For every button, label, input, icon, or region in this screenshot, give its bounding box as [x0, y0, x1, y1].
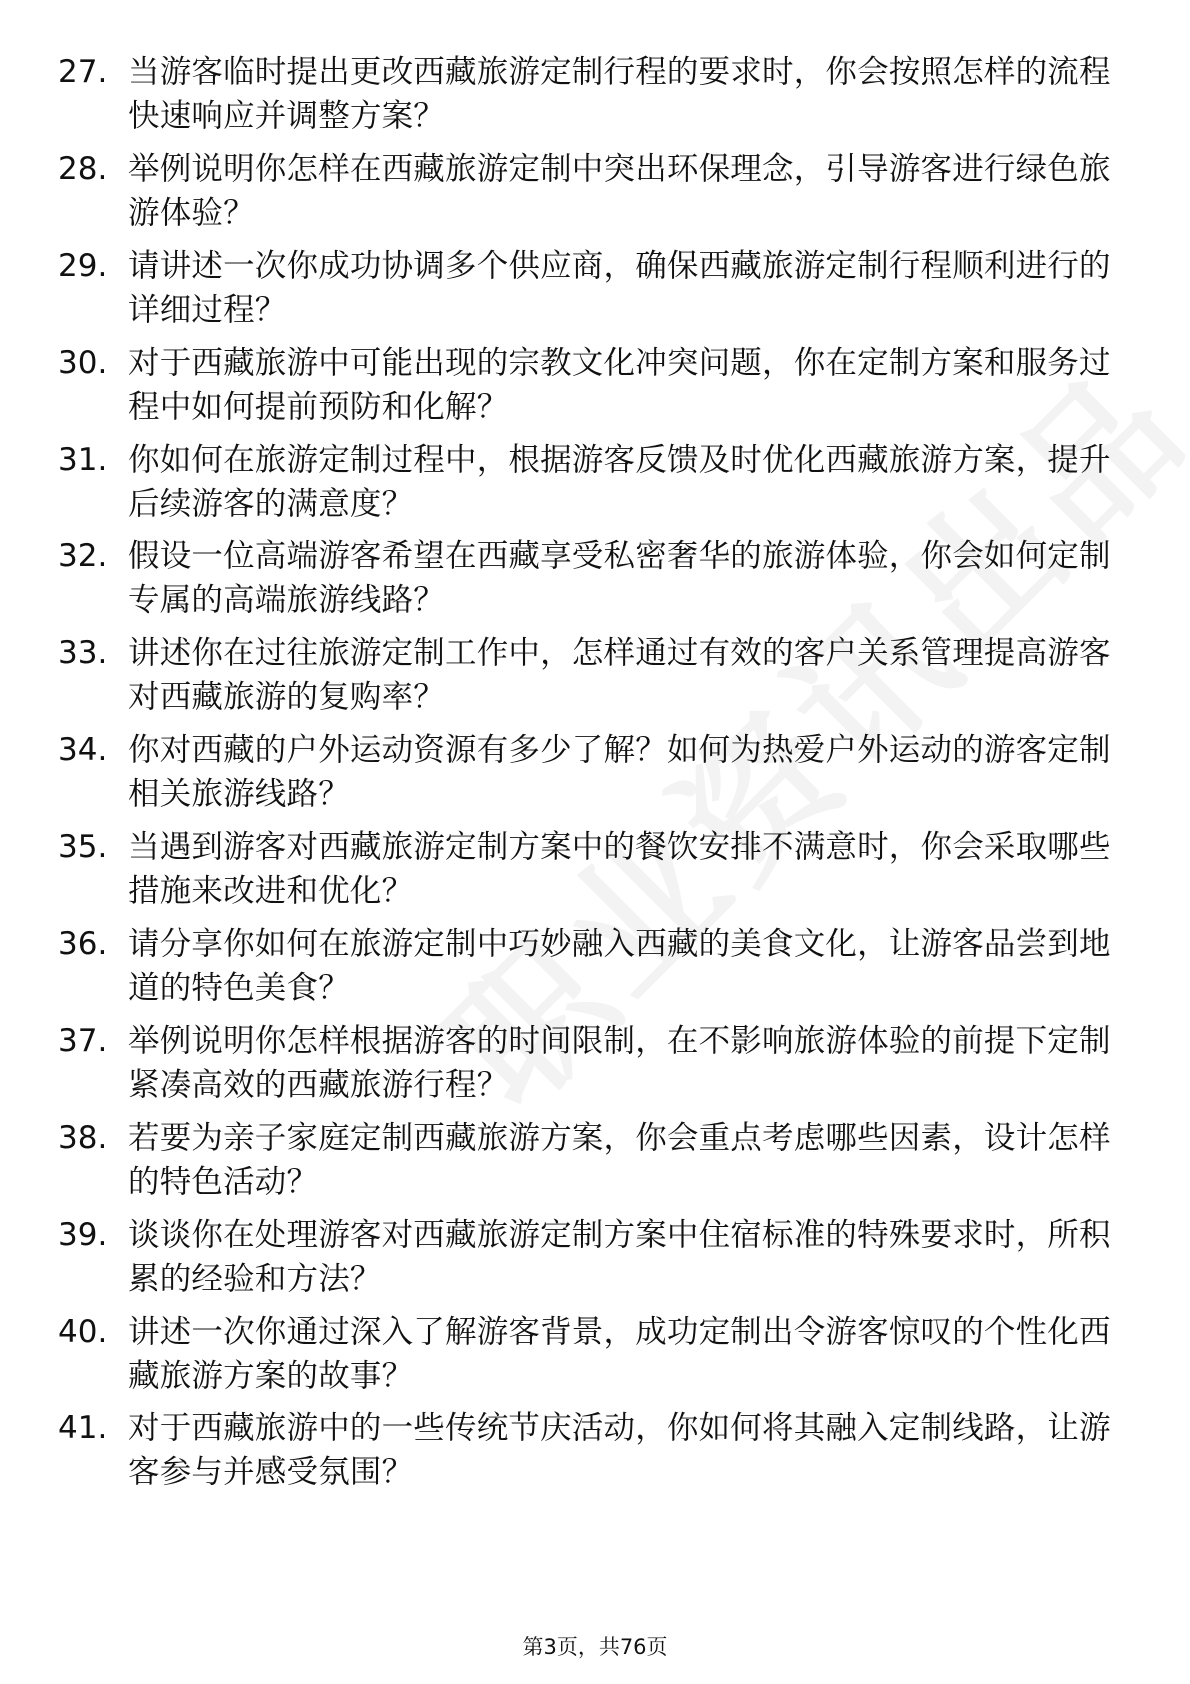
question-number: 35.: [58, 829, 108, 866]
page-number-label: 第3页，共76页: [522, 1635, 668, 1659]
question-text: 假设一位高端游客希望在西藏享受私密奢华的旅游体验，你会如何定制专属的高端旅游线路？: [128, 538, 1111, 619]
question-text: 请分享你如何在旅游定制中巧妙融入西藏的美食文化，让游客品尝到地道的特色美食？: [128, 926, 1111, 1007]
question-text: 当游客临时提出更改西藏旅游定制行程的要求时，你会按照怎样的流程快速响应并调整方案？: [128, 54, 1111, 134]
question-text: 对于西藏旅游中可能出现的宗教文化冲突问题，你在定制方案和服务过程中如何提前预防和化解？: [128, 344, 1111, 425]
question-list: [0, 50, 1190, 1503]
question-text: 当遇到游客对西藏旅游定制方案中的餐饮安排不满意时，你会采取哪些措施来改进和优化？: [128, 829, 1111, 910]
question-number: 30.: [58, 344, 108, 381]
question-text: 请讲述一次你成功协调多个供应商，确保西藏旅游定制行程顺利进行的详细过程？: [128, 247, 1111, 328]
question-item: [0, 1406, 1190, 1503]
question-number: 37.: [58, 1022, 108, 1059]
question-text: 谈谈你在处理游客对西藏旅游定制方案中住宿标准的特殊要求时，所积累的经验和方法？: [128, 1216, 1111, 1297]
question-item: [0, 922, 1190, 1019]
question-number: 29.: [58, 247, 108, 284]
question-number: 32.: [58, 538, 108, 575]
question-text: 若要为亲子家庭定制西藏旅游方案，你会重点考虑哪些因素，设计怎样的特色活动？: [128, 1119, 1111, 1200]
question-text: 举例说明你怎样在西藏旅游定制中突出环保理念，引导游客进行绿色旅游体验？: [128, 150, 1111, 231]
question-text: 举例说明你怎样根据游客的时间限制，在不影响旅游体验的前提下定制紧凑高效的西藏旅游行程？: [128, 1022, 1111, 1103]
question-item: [0, 728, 1190, 825]
question-text: 你对西藏的户外运动资源有多少了解？如何为热爱户外运动的游客定制相关旅游线路？: [128, 732, 1111, 813]
question-item: [0, 50, 1190, 147]
question-item: [0, 244, 1190, 341]
question-number: 31.: [58, 441, 108, 478]
question-text: 讲述一次你通过深入了解游客背景，成功定制出令游客惊叹的个性化西藏旅游方案的故事？: [128, 1313, 1111, 1394]
question-number: 33.: [58, 635, 108, 672]
question-item: [0, 534, 1190, 631]
question-number: 36.: [58, 926, 108, 963]
question-number: 41.: [58, 1410, 108, 1447]
question-number: 38.: [58, 1119, 108, 1156]
question-item: [0, 1213, 1190, 1310]
question-item: [0, 147, 1190, 244]
question-item: [0, 1019, 1190, 1116]
question-text: 你如何在旅游定制过程中，根据游客反馈及时优化西藏旅游方案，提升后续游客的满意度？: [128, 441, 1111, 522]
question-item: [0, 825, 1190, 922]
question-item: [0, 631, 1190, 728]
question-number: 28.: [58, 150, 108, 187]
question-text: 对于西藏旅游中的一些传统节庆活动，你如何将其融入定制线路，让游客参与并感受氛围？: [128, 1410, 1111, 1491]
question-number: 34.: [58, 732, 108, 769]
question-number: 39.: [58, 1216, 108, 1253]
question-item: [0, 1310, 1190, 1407]
question-number: 40.: [58, 1313, 108, 1350]
page-footer: [0, 1632, 1190, 1662]
question-text: 讲述你在过往旅游定制工作中，怎样通过有效的客户关系管理提高游客对西藏旅游的复购率？: [128, 635, 1111, 716]
question-item: [0, 438, 1190, 535]
question-number: 27.: [58, 54, 108, 90]
question-item: [0, 1116, 1190, 1213]
question-item: [0, 341, 1190, 438]
